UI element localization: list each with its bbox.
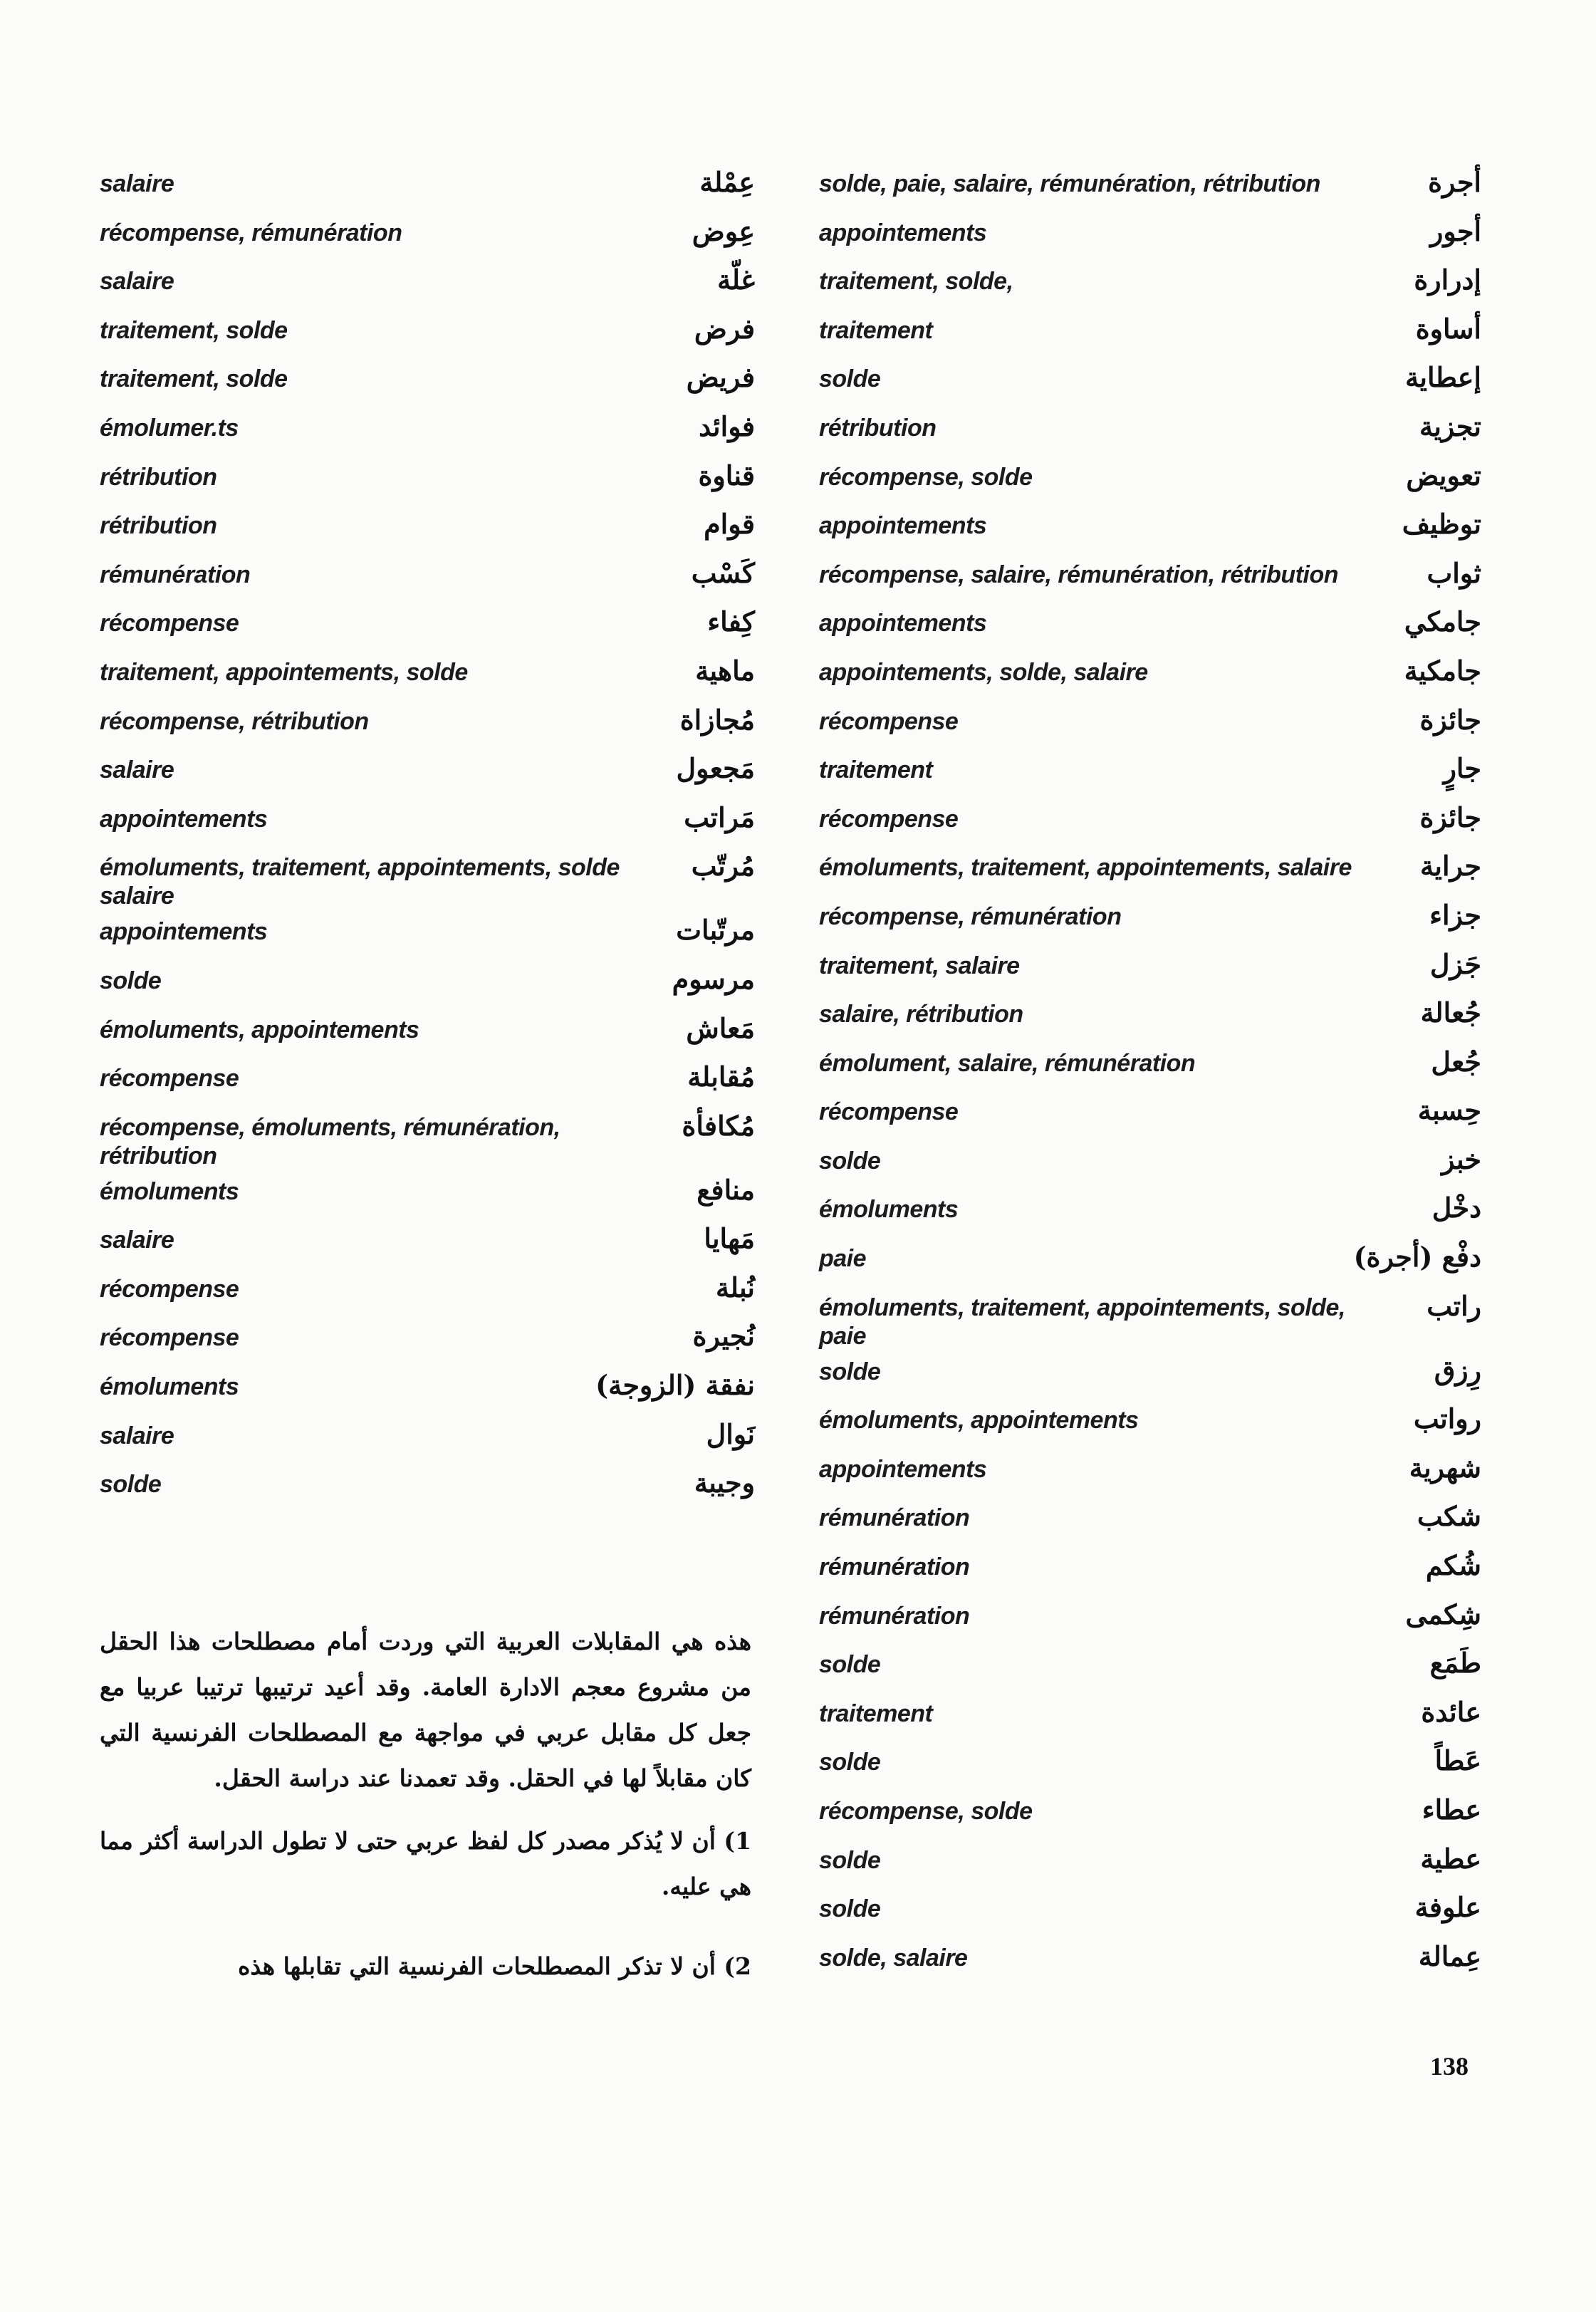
glossary-entry bbox=[819, 1741, 1481, 1790]
arabic-term: أجور bbox=[1429, 214, 1481, 247]
arabic-term: نُجيرة bbox=[692, 1320, 755, 1353]
french-equivalents: traitement, solde, bbox=[819, 268, 1013, 296]
french-equivalents: appointements bbox=[100, 918, 268, 946]
glossary-entry bbox=[819, 1546, 1481, 1595]
glossary-entry bbox=[819, 602, 1481, 651]
french-equivalents: salaire, rétribution bbox=[819, 1001, 1023, 1029]
glossary-entry bbox=[100, 309, 755, 358]
french-equivalents: rémunération bbox=[819, 1553, 970, 1581]
arabic-term: وجيبة bbox=[694, 1467, 755, 1499]
french-equivalents: solde bbox=[819, 1651, 881, 1679]
arabic-term: ماهية bbox=[695, 654, 755, 687]
glossary-entry bbox=[819, 504, 1481, 553]
glossary-entry bbox=[100, 1415, 755, 1464]
arabic-term: جَزل bbox=[1429, 947, 1481, 980]
arabic-term: كِفاء bbox=[707, 605, 755, 638]
arabic-term: عِمْلة bbox=[699, 166, 755, 198]
arabic-term: عطاء bbox=[1422, 1793, 1481, 1826]
glossary-entry bbox=[819, 553, 1481, 603]
french-equivalents: traitement bbox=[819, 316, 933, 344]
arabic-term: ثواب bbox=[1427, 556, 1481, 589]
french-equivalents: appointements bbox=[819, 610, 987, 637]
french-equivalents: récompense, rémunération bbox=[100, 219, 402, 246]
glossary-entry bbox=[819, 1237, 1481, 1286]
glossary-entry bbox=[819, 798, 1481, 847]
intro-paragraph: هذه هي المقابلات العربية التي وردت أمام مصطلحات هذا الحقل من مشروع معجم الادارة العامة. وقد أعيد ترتيبها ترتيبا عربيا مع جعل كل مقابل عربي في مواجهة مع المصطلحات الفرنسية التي كان مقابلاً لها في الحقل. وقد تعمدنا عند دراسة الحقل. bbox=[100, 1628, 751, 1792]
arabic-term: شُكم bbox=[1425, 1549, 1481, 1582]
arabic-term: حِسبة bbox=[1417, 1094, 1481, 1127]
glossary-entry bbox=[100, 700, 755, 749]
french-equivalents: salaire bbox=[100, 756, 174, 784]
arabic-term: رواتب bbox=[1413, 1402, 1481, 1435]
french-equivalents: solde bbox=[100, 1471, 162, 1499]
glossary-entry bbox=[100, 407, 755, 456]
glossary-entry bbox=[100, 1170, 755, 1219]
french-equivalents: récompense bbox=[819, 707, 959, 735]
glossary-entry bbox=[819, 1399, 1481, 1448]
arabic-term: عائدة bbox=[1421, 1695, 1481, 1728]
glossary-entry bbox=[819, 846, 1481, 895]
french-equivalents: solde bbox=[819, 1846, 881, 1874]
glossary-entry bbox=[100, 910, 755, 959]
arabic-term: نفقة (الزوجة) bbox=[595, 1369, 755, 1402]
glossary-entry bbox=[100, 456, 755, 505]
french-equivalents: solde bbox=[819, 1358, 881, 1385]
french-equivalents: récompense bbox=[100, 1275, 239, 1303]
glossary-entry bbox=[819, 1692, 1481, 1741]
arabic-term: نُبلة bbox=[716, 1271, 755, 1303]
glossary-entry bbox=[100, 1219, 755, 1268]
glossary-entry bbox=[100, 260, 755, 309]
arabic-term: جامكية bbox=[1404, 654, 1481, 687]
glossary-entry bbox=[100, 1106, 755, 1170]
french-equivalents: traitement, solde bbox=[100, 365, 288, 393]
french-equivalents: récompense, rétribution bbox=[100, 707, 369, 735]
french-equivalents: traitement bbox=[819, 1699, 933, 1727]
french-equivalents: rémunération bbox=[819, 1504, 970, 1532]
arabic-term: مرسوم bbox=[672, 962, 755, 995]
glossary-entry bbox=[819, 1188, 1481, 1237]
arabic-term: فريض bbox=[686, 361, 755, 394]
glossary-entry bbox=[819, 260, 1481, 309]
glossary-entry bbox=[100, 798, 755, 847]
french-equivalents: appointements bbox=[819, 219, 987, 246]
arabic-term: جزاء bbox=[1429, 898, 1481, 931]
glossary-entry bbox=[819, 700, 1481, 749]
french-equivalents: rétribution bbox=[100, 512, 217, 540]
arabic-term: شكب bbox=[1417, 1500, 1481, 1533]
glossary-entry bbox=[100, 1057, 755, 1106]
french-equivalents: émoluments bbox=[100, 1177, 239, 1205]
arabic-term: جائزة bbox=[1419, 801, 1481, 833]
french-equivalents: récompense bbox=[100, 1065, 239, 1093]
arabic-term: شهرية bbox=[1409, 1451, 1481, 1484]
french-equivalents: récompense bbox=[819, 1098, 959, 1126]
french-equivalents: solde bbox=[819, 1147, 881, 1175]
glossary-entry bbox=[100, 1268, 755, 1317]
french-equivalents: salaire bbox=[100, 1227, 174, 1254]
french-equivalents: rétribution bbox=[819, 414, 937, 442]
arabic-term: إدرارة bbox=[1414, 264, 1481, 296]
glossary-entry bbox=[819, 993, 1481, 1042]
french-equivalents: émoluments bbox=[819, 1196, 959, 1224]
french-equivalents: récompense bbox=[100, 610, 239, 637]
glossary-entry bbox=[819, 358, 1481, 407]
french-equivalents: salaire bbox=[100, 1422, 174, 1449]
arabic-term: أساوة bbox=[1415, 312, 1481, 345]
glossary-entry bbox=[819, 1042, 1481, 1091]
glossary-entry bbox=[819, 456, 1481, 505]
arabic-term: مرتّبات bbox=[676, 914, 755, 947]
arabic-term: علوفة bbox=[1414, 1891, 1481, 1924]
arabic-term: عِوض bbox=[692, 214, 755, 247]
glossary-entry bbox=[100, 1009, 755, 1058]
glossary-entry bbox=[100, 651, 755, 700]
arabic-term: طَمَع bbox=[1429, 1647, 1481, 1680]
french-equivalents: émolumer.ts bbox=[100, 414, 239, 442]
french-equivalents: récompense, rémunération bbox=[819, 902, 1122, 930]
arabic-term: قوام bbox=[704, 508, 755, 541]
glossary-entry bbox=[100, 553, 755, 603]
glossary-entry bbox=[819, 1937, 1481, 1986]
arabic-term: مَراتب bbox=[684, 801, 755, 833]
arabic-term: مُقابلة bbox=[687, 1061, 755, 1093]
arabic-term: عِمالة bbox=[1418, 1939, 1481, 1972]
arabic-term: مُجازاة bbox=[679, 703, 755, 736]
arabic-term: رِزق bbox=[1434, 1353, 1481, 1386]
french-equivalents: solde bbox=[819, 1749, 881, 1776]
french-equivalents: rémunération bbox=[100, 561, 251, 588]
french-equivalents: traitement bbox=[819, 756, 933, 784]
glossary-entry bbox=[100, 959, 755, 1009]
french-equivalents: salaire bbox=[100, 268, 174, 296]
arabic-term: عطية bbox=[1420, 1842, 1481, 1875]
arabic-term: دفْع (أجرة) bbox=[1353, 1241, 1481, 1274]
arabic-term: منافع bbox=[697, 1173, 755, 1206]
glossary-entry bbox=[100, 1316, 755, 1365]
french-equivalents: solde bbox=[819, 365, 881, 393]
french-equivalents: émoluments, appointements bbox=[100, 1016, 419, 1043]
glossary-entry bbox=[100, 1463, 755, 1512]
glossary-entry bbox=[100, 504, 755, 553]
arabic-term: راتب bbox=[1427, 1289, 1481, 1322]
french-equivalents: émoluments, traitement, appointements, solde salaire bbox=[100, 854, 620, 910]
french-equivalents: récompense, salaire, rémunération, rétribution bbox=[819, 561, 1339, 588]
arabic-term: غلّة bbox=[717, 264, 755, 296]
arabic-term: فوائد bbox=[699, 410, 755, 442]
glossary-entry bbox=[819, 212, 1481, 261]
arabic-term: خبز bbox=[1441, 1142, 1481, 1175]
french-equivalents: récompense, solde bbox=[819, 1798, 1033, 1825]
glossary-entry bbox=[819, 1839, 1481, 1888]
arabic-term: أجرة bbox=[1428, 166, 1481, 198]
glossary-entry bbox=[819, 749, 1481, 798]
french-equivalents: récompense bbox=[819, 805, 959, 833]
glossary-entry bbox=[819, 944, 1481, 994]
arabic-term: قناوة bbox=[698, 459, 755, 491]
glossary-entry bbox=[819, 1496, 1481, 1546]
french-equivalents: émoluments, traitement, appointements, salaire bbox=[819, 854, 1352, 882]
numbered-point-1: 1) أن لا يُذكر مصدر كل لفظ عربي حتى لا تطول الدراسة أكثر مما هي عليه. bbox=[100, 1827, 751, 1900]
arabic-term: مَجعول bbox=[676, 752, 755, 785]
page-number: 138 bbox=[1430, 2052, 1469, 2081]
french-equivalents: appointements bbox=[100, 805, 268, 833]
arabic-term: توظيف bbox=[1402, 508, 1481, 541]
french-equivalents: rétribution bbox=[100, 463, 217, 491]
french-equivalents: émoluments, appointements bbox=[819, 1407, 1139, 1434]
numbered-point-2: 2) أن لا تذكر المصطلحات الفرنسية التي تقابلها هذه bbox=[238, 1952, 751, 1980]
glossary-entry bbox=[100, 846, 755, 910]
french-equivalents: paie bbox=[819, 1245, 867, 1273]
arabic-term: جامكي bbox=[1404, 605, 1481, 638]
arabic-term: تجزية bbox=[1419, 410, 1481, 442]
glossary-entry bbox=[819, 162, 1481, 212]
arabic-term: جائزة bbox=[1419, 703, 1481, 736]
glossary-entry bbox=[100, 749, 755, 798]
french-equivalents: traitement, salaire bbox=[819, 952, 1020, 979]
french-equivalents: rémunération bbox=[819, 1602, 970, 1630]
arabic-term: مُرتّب bbox=[691, 850, 755, 882]
glossary-entry bbox=[819, 1448, 1481, 1497]
glossary-entry bbox=[819, 1140, 1481, 1189]
arabic-term: جُعالة bbox=[1420, 996, 1481, 1029]
arabic-term: عَطاً bbox=[1434, 1744, 1481, 1777]
arabic-term: تعويض bbox=[1406, 459, 1481, 491]
french-equivalents: traitement, appointements, solde bbox=[100, 658, 468, 686]
arabic-term: جارٍ bbox=[1443, 752, 1481, 785]
glossary-entry bbox=[819, 1350, 1481, 1400]
french-equivalents: émolument, salaire, rémunération bbox=[819, 1049, 1196, 1077]
french-equivalents: solde bbox=[819, 1895, 881, 1923]
glossary-entry bbox=[819, 309, 1481, 358]
arabic-term: دخْل bbox=[1431, 1192, 1481, 1224]
french-equivalents: appointements bbox=[819, 512, 987, 540]
glossary-entry bbox=[819, 1595, 1481, 1644]
arabic-term: نَوال bbox=[706, 1417, 755, 1450]
french-equivalents: solde bbox=[100, 967, 162, 994]
glossary-entry bbox=[100, 1365, 755, 1415]
right-column-glossary bbox=[819, 162, 1481, 1985]
french-equivalents: récompense, émoluments, rémunération, rétribution bbox=[100, 1113, 560, 1170]
glossary-entry bbox=[100, 602, 755, 651]
french-equivalents: émoluments, traitement, appointements, solde, paie bbox=[819, 1293, 1345, 1350]
glossary-entry bbox=[819, 1643, 1481, 1692]
arabic-term: كَسْب bbox=[691, 556, 755, 589]
arabic-term: مُكافأة bbox=[682, 1109, 755, 1142]
arabic-term: فرض bbox=[694, 312, 755, 345]
glossary-entry bbox=[100, 162, 755, 212]
french-equivalents: salaire bbox=[100, 170, 174, 197]
glossary-entry bbox=[819, 1887, 1481, 1937]
glossary-entry bbox=[819, 1790, 1481, 1839]
french-equivalents: appointements bbox=[819, 1455, 987, 1483]
glossary-entry bbox=[819, 895, 1481, 944]
french-equivalents: appointements, solde, salaire bbox=[819, 658, 1148, 686]
left-column-glossary bbox=[100, 162, 755, 1512]
arabic-term: مَعاش bbox=[686, 1011, 755, 1044]
french-equivalents: traitement, solde bbox=[100, 316, 288, 344]
french-equivalents: récompense bbox=[100, 1324, 239, 1352]
arabic-term: شِكمى bbox=[1405, 1598, 1481, 1630]
glossary-entry bbox=[819, 651, 1481, 700]
french-equivalents: émoluments bbox=[100, 1373, 239, 1401]
french-equivalents: solde, paie, salaire, rémunération, rétribution bbox=[819, 170, 1320, 197]
arabic-term: جُعل bbox=[1431, 1045, 1481, 1078]
glossary-entry bbox=[819, 1286, 1481, 1350]
french-equivalents: récompense, solde bbox=[819, 463, 1033, 491]
french-equivalents: solde, salaire bbox=[819, 1944, 968, 1972]
arabic-term: جراية bbox=[1420, 850, 1481, 882]
arabic-term: مَهايا bbox=[704, 1222, 755, 1255]
glossary-entry bbox=[100, 358, 755, 407]
arabic-term: إعطاية bbox=[1405, 361, 1481, 394]
glossary-entry bbox=[819, 407, 1481, 456]
glossary-entry bbox=[819, 1090, 1481, 1140]
glossary-entry bbox=[100, 212, 755, 261]
